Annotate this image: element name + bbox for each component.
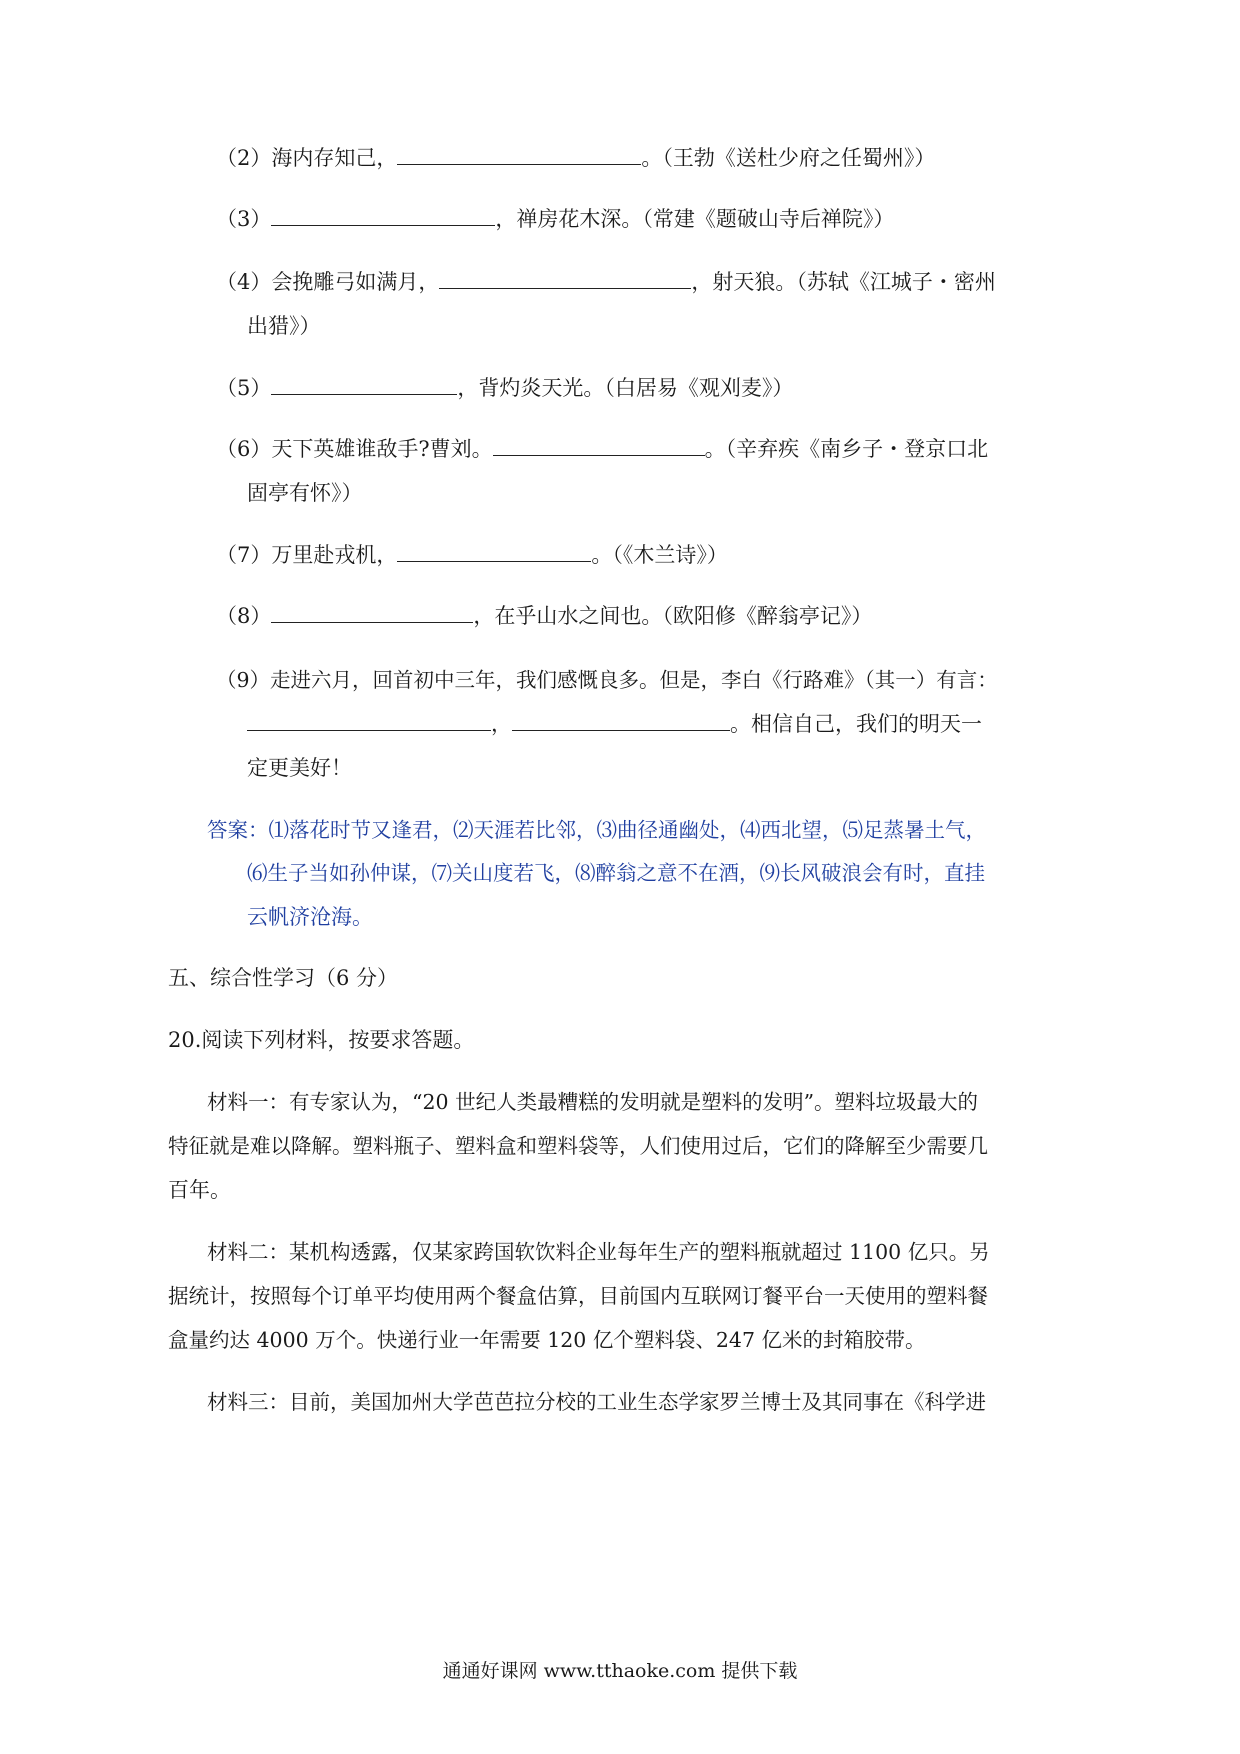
question-3-suffix: ，禅房花木深。（常建《题破山寺后禅院》）	[495, 207, 895, 231]
answer-blank	[397, 144, 641, 165]
question-9-blanks	[247, 709, 982, 739]
question-4	[216, 267, 996, 297]
question-9-continuation: 定更美好！	[247, 756, 352, 780]
question-6	[216, 434, 988, 464]
answer-line-1: 答案：⑴落花时节又逢君，⑵天涯若比邻，⑶曲径通幽处，⑷西北望，⑸足蒸暑土气，	[207, 818, 986, 842]
answer-blank	[493, 435, 705, 456]
answer-blank	[512, 710, 730, 731]
material-1-line-1: 材料一：有专家认为，“20 世纪人类最糟糕的发明就是塑料的发明”。塑料垃圾最大的	[207, 1090, 979, 1114]
question-8-prefix: （8）	[216, 604, 272, 628]
answer-blank	[247, 710, 491, 731]
question-5-suffix: ，背灼炎天光。（白居易《观刈麦》）	[457, 376, 794, 400]
question-20: 20.阅读下列材料，按要求答题。	[168, 1028, 475, 1052]
answer-line-3: 云帆济沧海。	[247, 905, 373, 929]
answer-blank	[271, 374, 457, 395]
material-3-line-1: 材料三：目前，美国加州大学芭芭拉分校的工业生态学家罗兰博士及其同事在《科学进	[207, 1390, 986, 1414]
question-7	[216, 540, 728, 570]
section-heading: 五、综合性学习（6 分）	[168, 966, 399, 990]
question-4-prefix: （4）会挽雕弓如满月，	[216, 270, 440, 294]
question-2	[216, 143, 935, 173]
question-4-suffix: ，射天狼。（苏轼《江城子・密州	[691, 270, 996, 294]
question-4-continuation: 出猎》）	[247, 314, 321, 338]
question-9-suffix: 。相信自己，我们的明天一	[730, 712, 982, 736]
question-7-suffix: 。（《木兰诗》）	[591, 543, 728, 567]
question-3-prefix: （3）	[216, 207, 272, 231]
answer-blank	[271, 205, 495, 226]
question-6-continuation: 固亭有怀》）	[247, 481, 363, 505]
question-9-separator: ，	[491, 712, 512, 736]
material-2-line-1: 材料二：某机构透露，仅某家跨国软饮料企业每年生产的塑料瓶就超过 1100 亿只。另	[207, 1240, 990, 1264]
answer-blank	[439, 268, 691, 289]
question-8-suffix: ，在乎山水之间也。（欧阳修《醉翁亭记》）	[473, 604, 873, 628]
question-5	[216, 373, 793, 403]
question-2-suffix: 。（王勃《送杜少府之任蜀州》）	[641, 146, 936, 170]
answer-blank	[397, 541, 591, 562]
material-2-line-2: 据统计，按照每个订单平均使用两个餐盒估算，目前国内互联网订餐平台一天使用的塑料餐	[168, 1284, 988, 1308]
page-footer: 通通好课网 www.tthaoke.com 提供下载	[442, 1660, 798, 1682]
question-2-prefix: （2）海内存知己，	[216, 146, 398, 170]
question-5-prefix: （5）	[216, 376, 272, 400]
question-8	[216, 601, 872, 631]
question-7-prefix: （7）万里赴戎机，	[216, 543, 398, 567]
question-6-prefix: （6）天下英雄谁敌手?曹刘。	[216, 437, 493, 461]
question-9: （9）走进六月，回首初中三年，我们感慨良多。但是，李白《行路难》（其一）有言：	[216, 668, 998, 692]
material-1-line-3: 百年。	[168, 1178, 231, 1202]
material-2-line-3: 盒量约达 4000 万个。快递行业一年需要 120 亿个塑料袋、247 亿米的封箱胶带。	[168, 1328, 926, 1352]
answer-blank	[271, 602, 473, 623]
material-1-line-2: 特征就是难以降解。塑料瓶子、塑料盒和塑料袋等，人们使用过后，它们的降解至少需要几	[168, 1134, 988, 1158]
answer-line-2: ⑹生子当如孙仲谋，⑺关山度若飞，⑻醉翁之意不在酒，⑼长风破浪会有时，直挂	[247, 861, 985, 885]
question-3	[216, 204, 894, 234]
question-6-suffix: 。（辛弃疾《南乡子・登京口北	[704, 437, 989, 461]
